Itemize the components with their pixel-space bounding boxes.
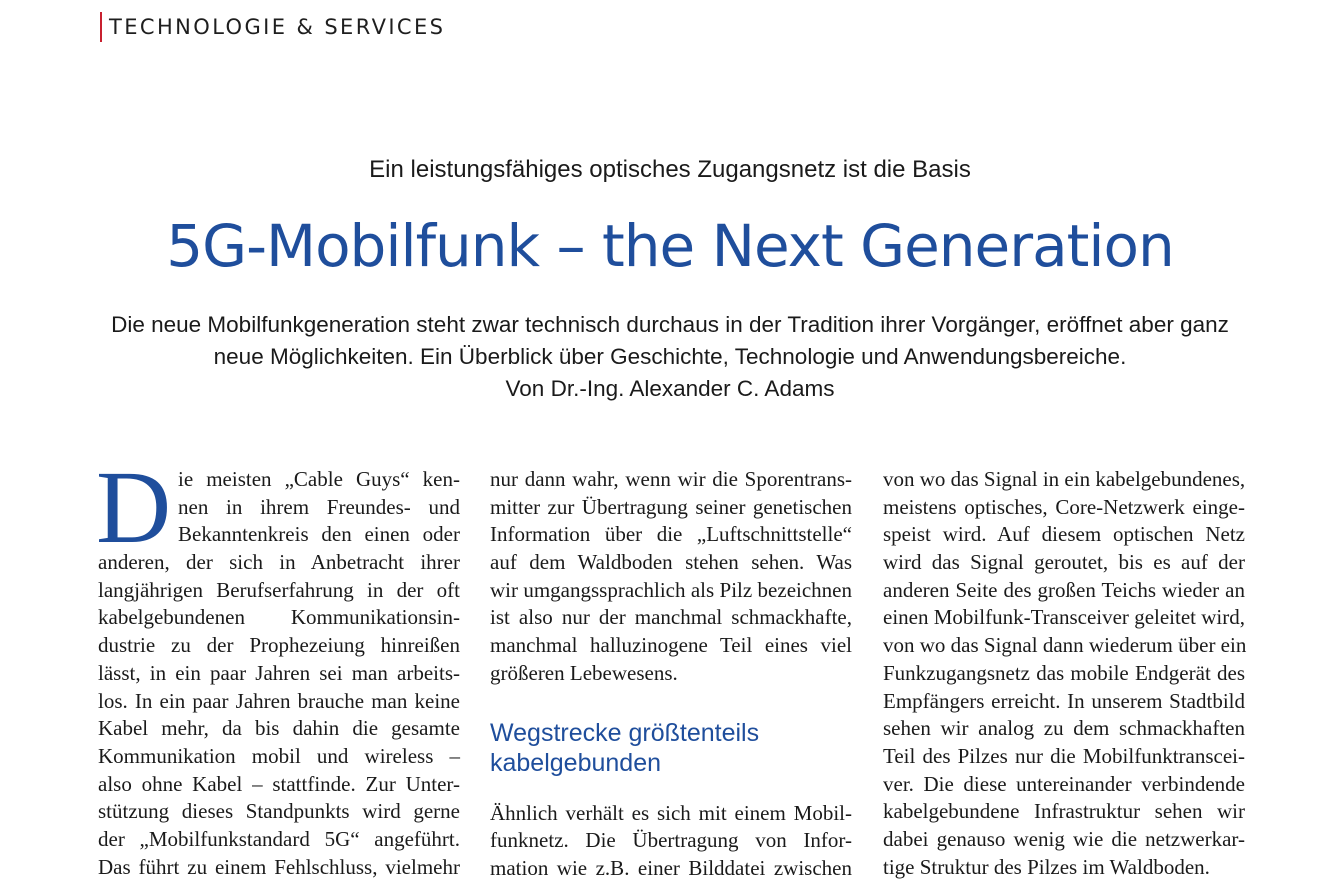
text-line: tige Struktur des Pilzes im Waldboden.: [883, 854, 1210, 879]
text-line: anderen Seite des großen Teichs wieder an: [883, 577, 1245, 602]
text-line: mitter zur Übertragung seiner genetischen: [490, 494, 852, 519]
text-line: dabei genauso wenig wie die netzwerkar-: [883, 826, 1245, 851]
text-line: Funkzugangsnetz das mobile Endgerät des: [883, 660, 1245, 685]
text-column-3: [883, 466, 1245, 881]
text-line: ist also nur der manchmal schmackhafte,: [490, 605, 852, 630]
text-line: dustrie zu der Prophezeiung hinreißen: [98, 633, 460, 658]
text-line: also ohne Kabel – stattfinde. Zur Unter-: [98, 771, 460, 796]
text-line: der „Mobilfunkstandard 5G“ angeführt.: [98, 826, 460, 851]
text-line: von wo das Signal in ein kabelgebundenes,: [883, 467, 1246, 491]
subheading-line: Wegstrecke größtenteils: [490, 718, 760, 747]
text-line: Empfängers erreicht. In unserem Stadtbild: [883, 688, 1245, 713]
article-title: 5G-Mobilfunk – the Next Generation: [166, 212, 1174, 280]
text-line: ie meisten „Cable Guys“ ken-: [178, 467, 460, 491]
text-line: Information über die „Luftschnittstelle“: [490, 522, 852, 547]
text-column-1: [96, 450, 460, 881]
text-line: kabelgebundenen Kommunikationsin-: [98, 605, 460, 630]
subheading-line: kabelgebunden: [490, 748, 661, 777]
text-line: von wo das Signal dann wiederum über ein: [883, 633, 1247, 658]
text-line: einen Mobilfunk-Transceiver geleitet wird,: [883, 605, 1245, 630]
text-line: los. In ein paar Jahren brauche man keine: [98, 688, 460, 713]
text-line: wird das Signal geroutet, bis es auf der: [883, 550, 1245, 575]
text-line: wir umgangssprachlich als Pilz bezeichnen: [490, 577, 852, 602]
text-line: auf dem Waldboden stehen sehen. Was: [490, 550, 852, 575]
text-line: meistens optisches, Core-Netzwerk einge-: [883, 494, 1245, 519]
article-kicker: Ein leistungsfähiges optisches Zugangsnetz ist die Basis: [369, 156, 971, 183]
text-line: manchmal halluzinogene Teil eines viel: [490, 633, 852, 658]
text-line: ver. Die diese untereinander verbindende: [883, 771, 1245, 796]
text-line: Teil des Pilzes nur die Mobilfunktranscei-: [883, 743, 1245, 768]
text-line: anderen, der sich in Anbetracht ihrer: [98, 550, 460, 575]
drop-cap: D: [96, 450, 172, 565]
lead-line: Die neue Mobilfunkgeneration steht zwar technisch durchaus in der Tradition ihrer Vorgänger, eröffnet aber ganz: [111, 312, 1229, 337]
text-line: nur dann wahr, wenn wir die Sporentrans-: [490, 467, 852, 491]
text-line: Das führt zu einem Fehlschluss, vielmehr: [98, 854, 460, 879]
text-line: stützung dieses Standpunkts wird gerne: [98, 799, 460, 824]
article-lead: [80, 309, 1260, 405]
section-label: TECHNOLOGIE & SERVICES: [100, 12, 445, 42]
text-line: lässt, in ein paar Jahren sei man arbeits-: [98, 660, 460, 685]
text-line: Kommunikation mobil und wireless –: [98, 743, 460, 768]
text-line: mation wie z.B. einer Bilddatei zwischen: [490, 855, 852, 880]
text-line: kabelgebundene Infrastruktur sehen wir: [883, 799, 1245, 824]
text-line: Bekanntenkreis den einen oder: [178, 522, 460, 547]
text-line: funknetz. Die Übertragung von Infor-: [490, 828, 852, 853]
text-line: sehen wir analog zu dem schmackhaften: [883, 716, 1245, 741]
text-line: Ähnlich verhält es sich mit einem Mobil-: [490, 800, 852, 825]
text-line: größeren Lebewesens.: [490, 660, 678, 685]
text-line: Kabel mehr, da bis dahin die gesamte: [98, 716, 460, 741]
lead-line: neue Möglichkeiten. Ein Überblick über Geschichte, Technologie und Anwendungsbereiche.: [213, 344, 1127, 369]
text-column-2: [490, 466, 852, 883]
text-line: speist wird. Auf diesem optischen Netz: [883, 522, 1245, 547]
byline: Von Dr.-Ing. Alexander C. Adams: [505, 376, 835, 401]
text-line: nen in ihrem Freundes- und: [178, 494, 460, 519]
section-subheading: [490, 718, 852, 778]
text-line: langjährigen Berufserfahrung in der oft: [98, 577, 460, 602]
